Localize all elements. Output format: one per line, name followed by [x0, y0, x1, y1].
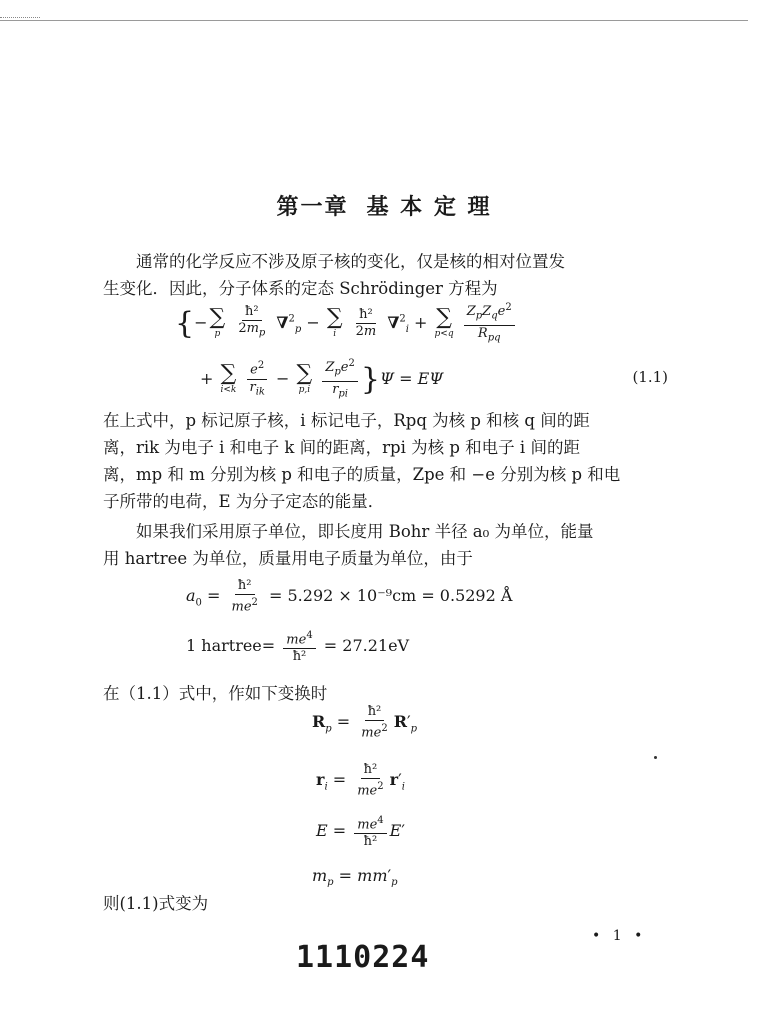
- equation-number: (1.1): [632, 368, 668, 386]
- top-dotted-mark: [0, 17, 40, 19]
- hartree-label: 1 hartree: [186, 636, 262, 656]
- para3-line2: 用 hartree 为单位，质量用电子质量为单位，由于: [103, 549, 473, 568]
- transform-E: E = $\frac{me^4}{\text{ħ²}}$ E′: [316, 815, 405, 850]
- paragraph-intro: [103, 248, 665, 302]
- para2-line3: 离，mp 和 m 分别为核 p 和电子的质量，Zpe 和 −e 分别为核 p 和电: [103, 465, 621, 484]
- top-rule: [0, 20, 748, 21]
- speck: [654, 756, 657, 759]
- schrodinger-eq-line2: + ∑ i<k $\frac{e^2}{r_{ik}}$ − ∑ p,i $\frac{Z_pe^2}{r_{pi}}$ }Ψ = EΨ: [200, 358, 444, 400]
- bohr-radius-value: = 5.292 × 10⁻⁹cm = 0.5292 Å: [269, 586, 513, 606]
- chapter-name: 基 本 定 理: [366, 194, 492, 220]
- paragraph-definitions: [103, 407, 665, 515]
- schrodinger-eq-line1: {− ∑ p $\frac{\text{ħ²}}{2m_p}$ ∇$^2_p$ − ∑ i $\frac{\text{ħ²}}{2m}$ ∇$^2_i$ + ∑ p<q $\frac{Z_pZ_qe^2}{R_{pq}}$: [175, 300, 518, 347]
- para2-line4: 子所带的电荷，E 为分子定态的能量．: [103, 492, 385, 511]
- para1-line2: 生变化．因此，分子体系的定态 Schrödinger 方程为: [103, 279, 498, 298]
- page-number: • 1 •: [592, 928, 647, 944]
- stamp-number: 1110224: [296, 940, 430, 975]
- para2-line1: 在上式中，p 标记原子核，i 标记电子，Rpq 为核 p 和核 q 间的距: [103, 411, 590, 430]
- para2-line2: 离，rik 为电子 i 和电子 k 间的距离，rpi 为核 p 和电子 i 间的距: [103, 438, 580, 457]
- transform-ri: $r_i$ = $\frac{\text{ħ²}}{me^2}$ $r'_i$: [316, 762, 405, 799]
- para1-line1: 通常的化学反应不涉及原子核的变化，仅是核的相对位置发: [136, 252, 565, 271]
- transform-mp: $m_p = mm'_p$: [312, 866, 398, 889]
- paragraph-transform: 在（1.1）式中，作如下变换时: [103, 684, 328, 703]
- hartree-eq: 1 hartree= $\frac{me^4}{\text{ħ²}}$ = 27.21eV: [186, 630, 410, 665]
- para3-line1: 如果我们采用原子单位，即长度用 Bohr 半径 a₀ 为单位，能量: [136, 522, 594, 541]
- bohr-radius-eq: $a_0$ = $\frac{\text{ħ²}}{me^2}$ = 5.292 × 10⁻⁹cm = 0.5292 Å: [186, 578, 513, 615]
- transform-Rp: $R_p$ = $\frac{\text{ħ²}}{me^2}$ $R'_p$: [312, 704, 418, 741]
- paragraph-becomes: 则(1.1)式变为: [103, 894, 209, 913]
- paragraph-atomic-units: [103, 518, 665, 572]
- chapter-title: 第一章: [276, 194, 349, 220]
- hartree-value: = 27.21eV: [323, 636, 410, 656]
- chapter-heading: [0, 190, 768, 221]
